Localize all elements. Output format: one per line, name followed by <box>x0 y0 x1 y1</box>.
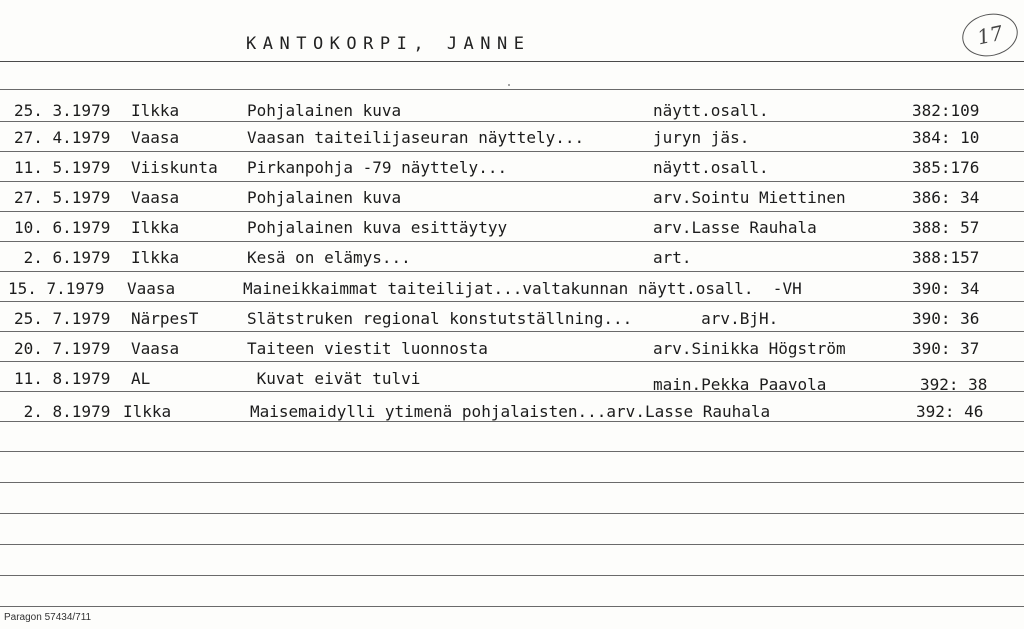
entry-ref: 386: 34 <box>912 188 980 207</box>
entry-ref: 390: 37 <box>912 339 980 358</box>
entry-role: main.Pekka Paavola <box>653 375 827 394</box>
entry-row <box>0 124 1024 154</box>
entry-ref: 388: 57 <box>912 218 980 237</box>
entry-article: Slätstruken regional konstutställning... <box>247 309 633 328</box>
entry-paper: Vaasa <box>131 339 180 358</box>
entry-date: 2. 8.1979 <box>14 402 111 421</box>
entry-ref: 382:109 <box>912 101 980 120</box>
entry-paper: Vaasa <box>131 188 180 207</box>
entry-article: Maisemaidylli ytimenä pohjalaisten...arv.Lasse Rauhala <box>250 402 771 421</box>
entry-date: 20. 7.1979 <box>14 339 111 358</box>
entry-date: 11. 8.1979 <box>14 369 111 388</box>
rule-line <box>0 575 1024 576</box>
rule-line <box>0 482 1024 483</box>
entry-paper: Vaasa <box>127 279 176 298</box>
entry-article: Maineikkaimmat taiteilijat...valtakunnan näytt.osall. -VH <box>243 279 802 298</box>
entry-date: 11. 5.1979 <box>14 158 111 177</box>
entry-date: 10. 6.1979 <box>14 218 111 237</box>
rule-line <box>0 61 1024 62</box>
entry-paper: NärpesT <box>131 309 199 328</box>
entry-row <box>0 335 1024 365</box>
entry-paper: AL <box>131 369 151 388</box>
entry-article: Pohjalainen kuva <box>247 188 402 207</box>
entry-date: 2. 6.1979 <box>14 248 111 267</box>
entry-role: juryn jäs. <box>653 128 750 147</box>
entry-ref: 384: 10 <box>912 128 980 147</box>
entry-paper: Ilkka <box>123 402 172 421</box>
entry-row <box>0 398 1024 428</box>
entry-ref: 390: 34 <box>912 279 980 298</box>
entry-ref: 388:157 <box>912 248 980 267</box>
entry-paper: Ilkka <box>131 101 180 120</box>
entry-article: Vaasan taiteilijaseuran näyttely... <box>247 128 585 147</box>
entry-paper: Ilkka <box>131 218 180 237</box>
entry-role: näytt.osall. <box>653 101 769 120</box>
entry-role: art. <box>653 248 692 267</box>
rule-line <box>0 513 1024 514</box>
entry-role: näytt.osall. <box>653 158 769 177</box>
entry-role: arv.Lasse Rauhala <box>653 218 817 237</box>
entry-row <box>0 305 1024 335</box>
entry-paper: Ilkka <box>131 248 180 267</box>
entry-role: arv.Sinikka Högström <box>653 339 846 358</box>
entry-row <box>0 244 1024 274</box>
entry-row <box>0 214 1024 244</box>
entry-ref: 392: 38 <box>920 375 988 394</box>
entry-date: 15. 7.1979 <box>8 279 105 298</box>
entry-date: 27. 5.1979 <box>14 188 111 207</box>
entry-article: Pohjalainen kuva esittäytyy <box>247 218 508 237</box>
entry-date: 25. 3.1979 <box>14 101 111 120</box>
card-number-circled: 17 <box>958 9 1022 62</box>
entry-row <box>0 184 1024 214</box>
card-title: KANTOKORPI, JANNE <box>246 34 531 54</box>
ink-speck <box>508 84 510 86</box>
entry-article: Pohjalainen kuva <box>247 101 402 120</box>
rule-line <box>0 544 1024 545</box>
entry-article: Kesä on elämys... <box>247 248 411 267</box>
entry-role: arv.Sointu Miettinen <box>653 188 846 207</box>
entry-row <box>0 154 1024 184</box>
entry-row <box>0 275 1024 305</box>
entry-ref: 390: 36 <box>912 309 980 328</box>
rule-line <box>0 451 1024 452</box>
entry-role: arv.BjH. <box>653 309 779 328</box>
entry-article: Pirkanpohja -79 näyttely... <box>247 158 508 177</box>
entry-ref: 392: 46 <box>916 402 984 421</box>
entry-date: 25. 7.1979 <box>14 309 111 328</box>
entry-row <box>0 97 1024 127</box>
entry-paper: Viiskunta <box>131 158 218 177</box>
entry-article: Kuvat eivät tulvi <box>247 369 421 388</box>
entry-paper: Vaasa <box>131 128 180 147</box>
entry-ref: 385:176 <box>912 158 980 177</box>
entry-article: Taiteen viestit luonnosta <box>247 339 488 358</box>
rule-line <box>0 89 1024 90</box>
entry-date: 27. 4.1979 <box>14 128 111 147</box>
entry-row <box>0 365 1024 395</box>
printer-imprint: Paragon 57434/711 <box>4 612 92 623</box>
rule-line <box>0 606 1024 607</box>
